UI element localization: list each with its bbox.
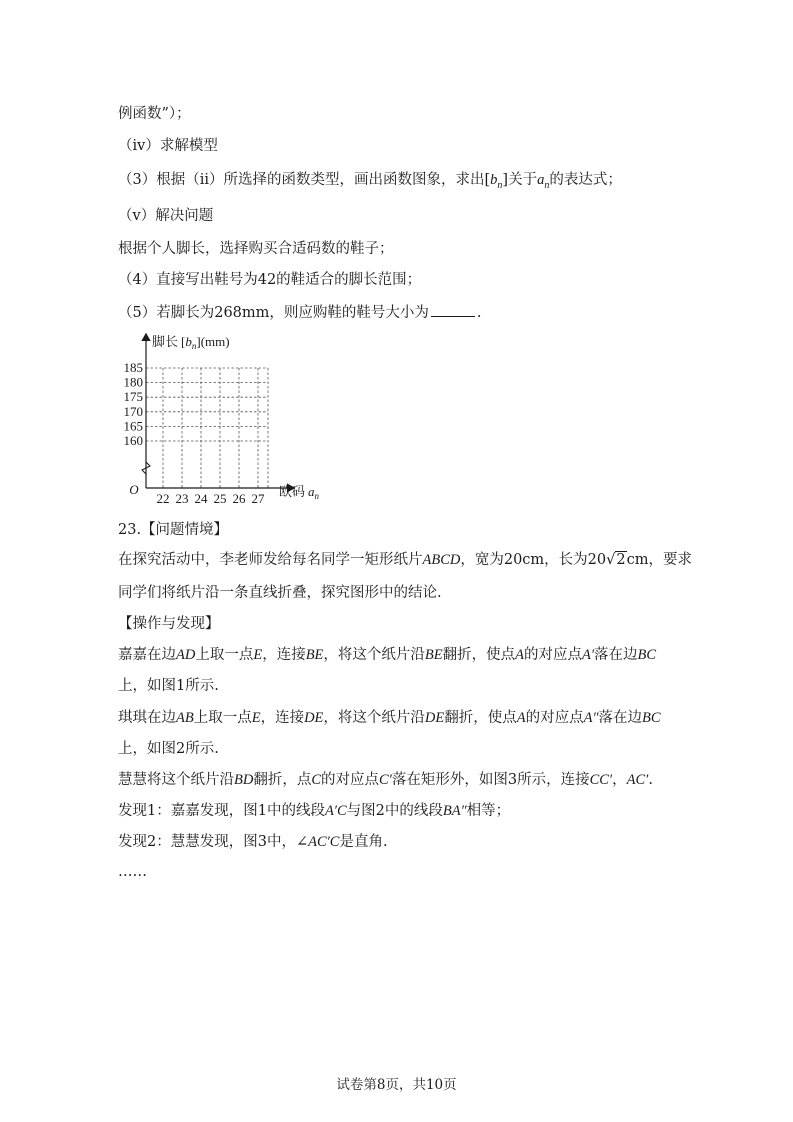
- var: C: [311, 772, 322, 788]
- problem-23-text: 同学们将纸片沿一条直线折叠，探究图形中的结论.: [118, 585, 442, 601]
- var: ∠AC′C: [295, 834, 340, 850]
- var-abcd: ABCD: [422, 552, 461, 568]
- var-a: a: [537, 172, 545, 188]
- question-3: [118, 170, 733, 196]
- text: （3）根据（ii）所选择的函数类型，画出函数图象，求出: [118, 172, 485, 188]
- var: BC: [637, 647, 657, 663]
- operation-title: 【操作与发现】: [118, 616, 220, 632]
- sub-n: n: [497, 179, 503, 191]
- text: 的对应点: [524, 647, 582, 663]
- var: CC′: [589, 772, 613, 788]
- text: 落在矩形外，如图3所示，连接: [391, 772, 590, 788]
- text: （5）若脚长为268mm，则应购鞋的鞋号大小为: [118, 305, 429, 321]
- var-b: b: [490, 172, 498, 188]
- text: 相等；: [466, 803, 511, 819]
- grid-lines: [146, 368, 268, 488]
- qiqi-step: 上，如图2所示.: [118, 741, 219, 757]
- x-tick-label: 25: [213, 491, 227, 506]
- x-tick-label: 27: [251, 491, 265, 506]
- x-axis-label: 欧码 $a_n$: [279, 484, 320, 501]
- text: 的对应点: [321, 772, 380, 788]
- text: 发现2：慧慧发现，图3中，: [118, 834, 296, 850]
- text: 落在边: [598, 710, 643, 726]
- origin-label: O: [129, 482, 139, 497]
- text: .: [648, 772, 653, 788]
- var: E: [251, 710, 261, 726]
- radicand: 2: [616, 552, 626, 568]
- text: 在探究活动中，李老师发给每名同学一矩形纸片: [118, 552, 423, 568]
- text: cm，要求: [626, 552, 692, 568]
- var: BE: [305, 647, 324, 663]
- text: 落在边: [594, 647, 638, 663]
- var: AC′: [626, 772, 649, 788]
- text: 的表达式；: [549, 172, 622, 188]
- answer-blank: [431, 302, 475, 317]
- finding-1: [118, 801, 733, 821]
- question-5: [118, 302, 733, 323]
- y-tick-label: 170: [123, 403, 143, 419]
- text: ，: [612, 772, 627, 788]
- var: AB: [176, 710, 194, 726]
- huihui-step: [118, 770, 733, 790]
- text: 与图2中的线段: [346, 803, 443, 819]
- text-line: 根据个人脚长，选择购买合适码数的鞋子；: [118, 241, 394, 257]
- text: 嘉嘉在边: [118, 647, 176, 663]
- finding-2: [118, 832, 733, 852]
- section-heading: （v）解决问题: [118, 208, 214, 224]
- y-tick-labels: [124, 360, 144, 448]
- text: 琪琪在边: [118, 710, 176, 726]
- x-tick-label: 23: [175, 491, 189, 506]
- text: 翻折，点: [253, 772, 312, 788]
- sub-n: n: [544, 179, 550, 191]
- question-4: （4）直接写出鞋号为42的鞋适合的脚长范围；: [118, 272, 422, 288]
- x-tick-label: 26: [232, 491, 246, 506]
- bracket-open: [: [484, 172, 491, 188]
- var: A′C: [324, 803, 347, 819]
- y-tick-label: 160: [123, 433, 143, 448]
- jiajia-step: 上，如图1所示.: [118, 678, 219, 694]
- var: E: [253, 647, 263, 663]
- text: 翻折，使点: [444, 710, 517, 726]
- var: BE: [424, 647, 443, 663]
- var: AD: [176, 647, 196, 663]
- text: 发现1：嘉嘉发现，图1中的线段: [118, 803, 325, 819]
- page-footer: 试卷第8页，共10页: [336, 1077, 457, 1093]
- var: BC: [642, 710, 661, 726]
- x-tick-label: 24: [194, 491, 208, 506]
- text-line: 例函数”）；: [118, 106, 191, 122]
- text: 慧慧将这个纸片沿: [118, 772, 234, 788]
- text: 是直角.: [339, 834, 388, 850]
- coordinate-grid: [112, 328, 332, 506]
- var: BA″: [442, 803, 467, 819]
- y-tick-label: 180: [123, 374, 143, 390]
- text: ，将这个纸片沿: [323, 647, 425, 663]
- var: A: [516, 710, 526, 726]
- ellipsis: ……: [118, 864, 147, 880]
- text: 翻折，使点: [442, 647, 516, 663]
- text: 上取一点: [193, 710, 252, 726]
- var: BD: [234, 772, 254, 788]
- var: DE: [304, 710, 324, 726]
- radical-icon: √: [606, 552, 616, 568]
- y-tick-label: 165: [123, 418, 143, 434]
- text: ，宽为20cm，长为20: [460, 552, 607, 568]
- text: 上取一点: [195, 647, 254, 663]
- bracket-close: ]: [502, 172, 509, 188]
- problem-23-text: [118, 550, 733, 570]
- text: .: [476, 305, 482, 321]
- sqrt-2: [606, 550, 626, 570]
- text: ，将这个纸片沿: [323, 710, 425, 726]
- var: C′: [379, 772, 392, 788]
- var: DE: [424, 710, 445, 726]
- y-axis-label: 脚长 $[b_n](mm)$: [152, 334, 230, 351]
- text: ，连接: [262, 647, 306, 663]
- y-tick-label: 175: [123, 389, 143, 405]
- qiqi-step: [118, 708, 733, 728]
- text: 关于: [508, 172, 538, 188]
- text: ，连接: [260, 710, 305, 726]
- y-tick-label: 185: [123, 360, 143, 375]
- var: A′: [582, 647, 595, 663]
- jiajia-step: [118, 645, 733, 665]
- var: A″: [583, 710, 599, 726]
- x-tick-labels: [157, 491, 266, 506]
- section-heading: （iv）求解模型: [118, 138, 218, 154]
- text: 的对应点: [525, 710, 584, 726]
- var: A: [515, 647, 524, 663]
- x-tick-label: 22: [156, 491, 170, 506]
- problem-23-title: 23.【问题情境】: [118, 522, 229, 538]
